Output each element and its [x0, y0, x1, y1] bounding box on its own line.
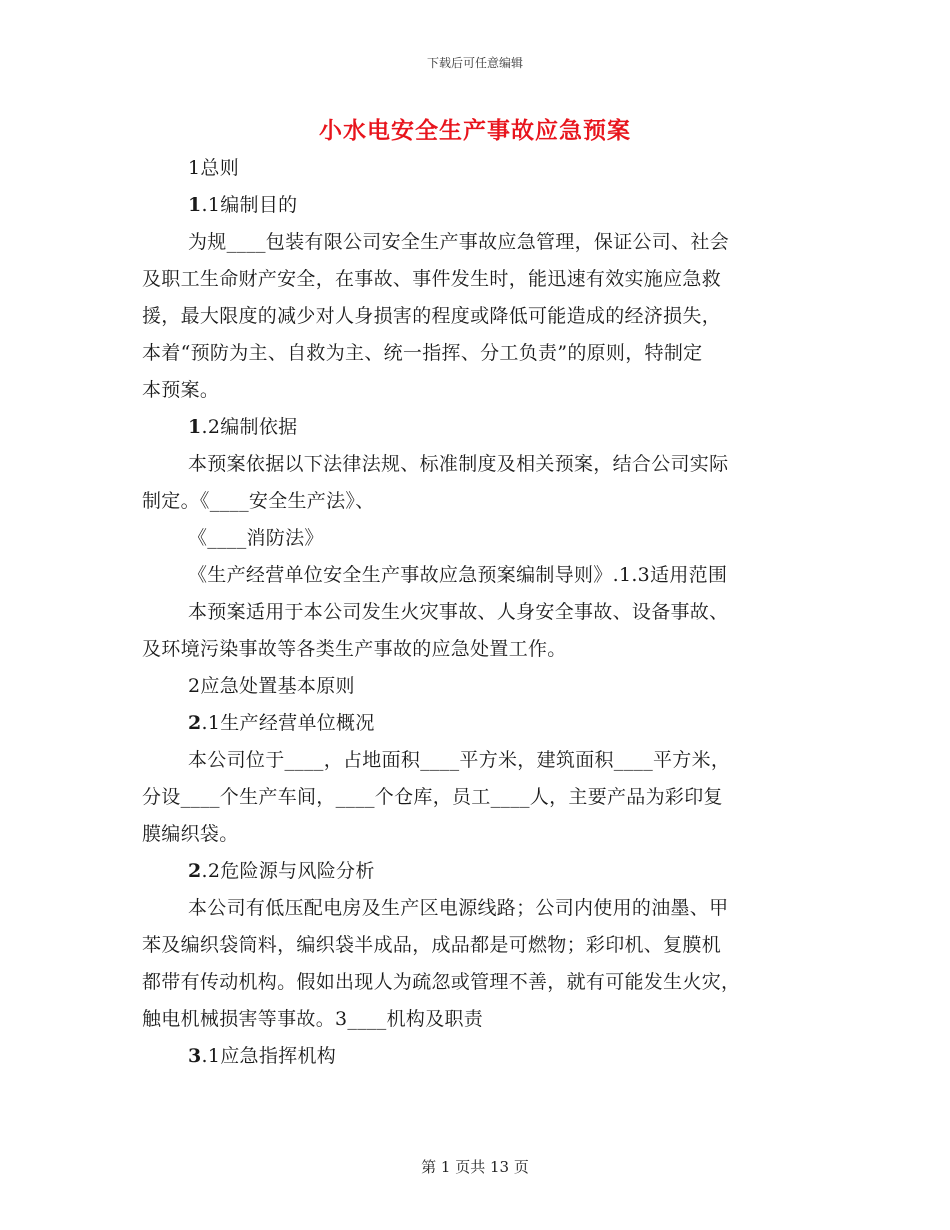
- line-text: 都带有传动机构。假如出现人为疏忽或管理不善，就有可能发生火灾，: [142, 971, 741, 993]
- line-text: 膜编织袋。: [142, 823, 239, 845]
- paragraph-line: [142, 927, 812, 964]
- line-text: .2编制依据: [201, 416, 298, 438]
- line-text: 《生产经营单位安全生产事故应急预案编制导则》.1.3适用范围: [188, 564, 728, 586]
- line-text: 制定。《____安全生产法》、: [142, 490, 375, 512]
- line-text: 及环境污染事故等各类生产事故的应急处置工作。: [142, 638, 567, 660]
- line-text: 苯及编织袋筒料，编织袋半成品，成品都是可燃物；彩印机、复膜机: [142, 934, 722, 956]
- line-text: 分设____个生产车间，____个仓库，员工____人，主要产品为彩印复: [142, 786, 723, 808]
- line-text: 及职工生命财产安全，在事故、事件发生时，能迅速有效实施应急救: [142, 268, 722, 290]
- line-text: .1应急指挥机构: [201, 1045, 337, 1067]
- paragraph-line: [142, 1038, 812, 1075]
- paragraph-line: [142, 705, 812, 742]
- line-text: .1生产经营单位概况: [201, 712, 375, 734]
- paragraph-line: [142, 631, 812, 668]
- paragraph-line: [142, 816, 812, 853]
- paragraph-line: [142, 298, 812, 335]
- page-header-note: 下载后可任意编辑: [426, 56, 523, 70]
- paragraph-line: [142, 261, 812, 298]
- page-number: 第 1 页共 13 页: [421, 1158, 529, 1176]
- line-text: 为规____包装有限公司安全生产事故应急管理，保证公司、社会: [188, 231, 730, 253]
- section-number: 2: [188, 860, 202, 882]
- line-text: 本预案依据以下法律法规、标准制度及相关预案，结合公司实际: [188, 453, 729, 475]
- document-body: [142, 150, 812, 1075]
- paragraph-line: [142, 187, 812, 224]
- paragraph-line: [142, 890, 812, 927]
- section-number: 3: [188, 1045, 202, 1067]
- paragraph-line: [142, 409, 812, 446]
- line-text: 本公司有低压配电房及生产区电源线路；公司内使用的油墨、甲: [188, 897, 729, 919]
- line-text: 本着“预防为主、自救为主、统一指挥、分工负责”的原则，特制定: [142, 342, 703, 364]
- paragraph-line: [142, 668, 812, 705]
- line-text: 《____消防法》: [188, 527, 324, 549]
- paragraph-line: [142, 742, 812, 779]
- paragraph-line: [142, 779, 812, 816]
- paragraph-line: [142, 520, 812, 557]
- paragraph-line: [142, 853, 812, 890]
- document-title: 小水电安全生产事故应急预案: [319, 117, 631, 144]
- paragraph-line: [142, 483, 812, 520]
- line-text: 援，最大限度的减少对人身损害的程度或降低可能造成的经济损失，: [142, 305, 722, 327]
- paragraph-line: [142, 372, 812, 409]
- line-text: 触电机械损害等事故。3____机构及职责: [142, 1008, 484, 1030]
- line-text: 2应急处置基本原则: [188, 675, 355, 697]
- line-text: 本公司位于____，占地面积____平方米，建筑面积____平方米，: [188, 749, 731, 771]
- line-text: 本预案。: [142, 379, 220, 401]
- line-text: .2危险源与风险分析: [201, 860, 375, 882]
- line-text: 本预案适用于本公司发生火灾事故、人身安全事故、设备事故、: [188, 601, 729, 623]
- paragraph-line: [142, 964, 812, 1001]
- line-text: 1总则: [188, 157, 239, 179]
- paragraph-line: [142, 594, 812, 631]
- paragraph-line: [142, 335, 812, 372]
- paragraph-line: [142, 150, 812, 187]
- paragraph-line: [142, 224, 812, 261]
- paragraph-line: [142, 446, 812, 483]
- section-number: 1: [188, 194, 202, 216]
- line-text: .1编制目的: [201, 194, 298, 216]
- paragraph-line: [142, 1001, 812, 1038]
- section-number: 2: [188, 712, 202, 734]
- section-number: 1: [188, 416, 202, 438]
- paragraph-line: [142, 557, 812, 594]
